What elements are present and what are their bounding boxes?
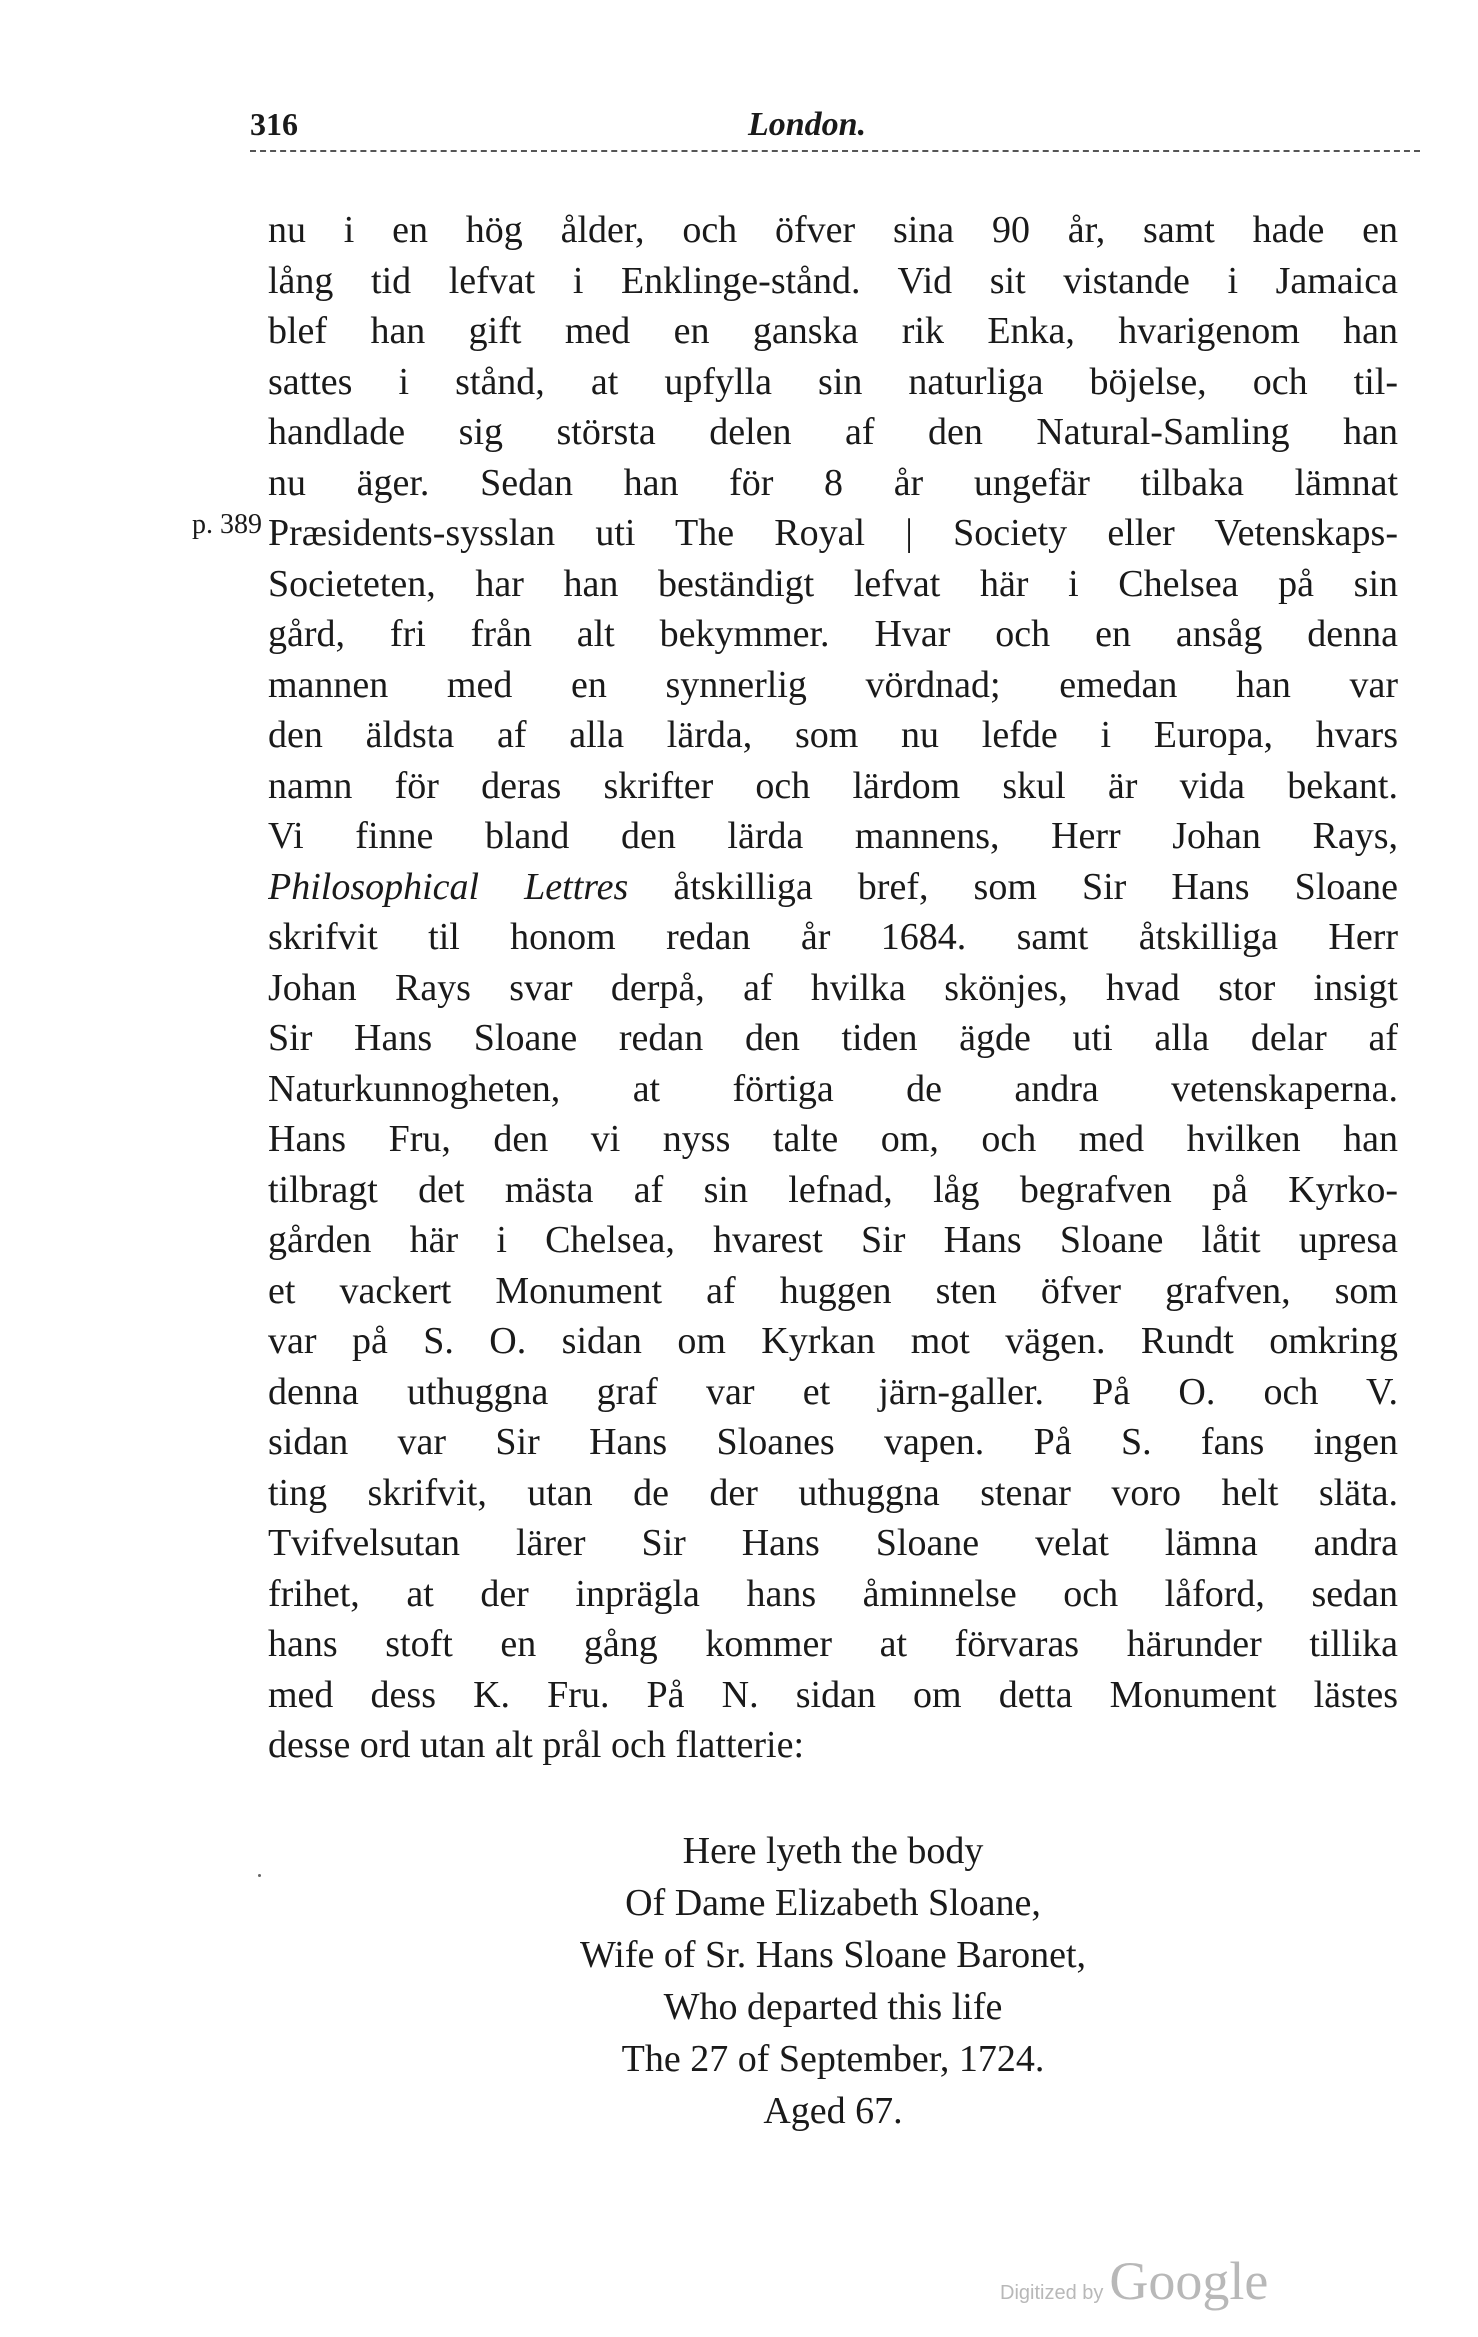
text-line: Naturkunnogheten, at förtiga de andra vetenskaperna. [268,1067,1398,1110]
inscription-line: Who departed this life [663,1986,1003,2028]
text-line: var på S. O. sidan om Kyrkan mot vägen. Rundt omkring [268,1320,1398,1362]
text-line: et vackert Monument af huggen sten öfver grafven, som [268,1269,1398,1312]
text-line: sidan var Sir Hans Sloanes vapen. På S. fans ingen [268,1421,1398,1463]
google-logo: Google [1109,2251,1269,2311]
text-line: frihet, at der inprägla hans åminnelse och låford, sedan [268,1572,1398,1615]
text-line: ting skrifvit, utan de der uthuggna stenar voro helt släta. [268,1471,1398,1514]
digitized-by-google-watermark [1000,2250,1268,2312]
inscription-line: Aged 67. [763,2090,903,2132]
text-line-rest: åtskilliga bref, som Sir Hans Sloane [628,865,1398,908]
text-line-italic-title [268,862,1398,913]
text-line: den äldsta af alla lärda, som nu lefde i Europa, hvars [268,714,1398,756]
book-title: Philosophical Lettres [268,865,629,908]
watermark-prefix: Digitized by [1000,2282,1104,2304]
running-head [0,106,1478,146]
page-number: 316 [250,106,298,142]
inscription-line: Wife of Sr. Hans Sloane Baronet, [579,1934,1087,1976]
text-line: namn för deras skrifter och lärdom skul är vida bekant. [268,764,1398,807]
text-line: tilbragt det mästa af sin lefnad, låg begrafven på Kyrko- [268,1168,1398,1211]
inscription-line: The 27 of September, 1724. [621,2038,1045,2080]
body-text [268,205,1398,1771]
text-line: sattes i stånd, at upfylla sin naturliga böjelse, och til- [268,360,1398,403]
header-rule [250,150,1420,152]
text-line: lång tid lefvat i Enklinge-stånd. Vid sit vistande i Jamaica [268,259,1398,302]
text-line: hans stoft en gång kommer at förvaras härunder tillika [268,1623,1398,1665]
text-line: nu äger. Sedan han för 8 år ungefär tilbaka lämnat [268,461,1398,504]
text-line: Johan Rays svar derpå, af hvilka skönjes, hvad stor insigt [268,966,1398,1009]
text-line: gård, fri från alt bekymmer. Hvar och en ansåg denna [268,613,1398,655]
text-line: Præsidents-sysslan uti The Royal | Society eller Vetenskaps- [268,512,1398,554]
text-line: mannen med en synnerlig vördnad; emedan han var [268,663,1398,706]
text-line: skrifvit til honom redan år 1684. samt åtskilliga Herr [268,916,1398,958]
margin-page-reference: p. 389 [192,509,262,540]
text-line: denna uthuggna graf var et järn-galler. På O. och V. [268,1370,1398,1413]
inscription-line: Of Dame Elizabeth Sloane, [625,1882,1041,1924]
text-line: Sir Hans Sloane redan den tiden ägde uti alla delar af [268,1017,1398,1059]
inscription-line: Here lyeth the body [682,1830,984,1872]
text-line: handlade sig största delen af den Natural-Samling han [268,411,1398,453]
running-title: London. [748,106,867,143]
text-line: nu i en hög ålder, och öfver sina 90 år, samt hade en [268,209,1398,251]
text-line: desse ord utan alt prål och flatterie: [268,1724,805,1766]
text-line: Societeten, har han beständigt lefvat här i Chelsea på sin [268,562,1398,605]
text-line: med dess K. Fru. På N. sidan om detta Monument lästes [268,1673,1398,1716]
text-line: Hans Fru, den vi nyss talte om, och med hvilken han [268,1118,1398,1160]
print-speck [258,1874,261,1877]
text-line: blef han gift med en ganska rik Enka, hvarigenom han [268,310,1398,352]
text-line: gården här i Chelsea, hvarest Sir Hans Sloane låtit upresa [268,1219,1398,1261]
text-line: Vi finne bland den lärda mannens, Herr Johan Rays, [268,815,1398,857]
text-line: Tvifvelsutan lärer Sir Hans Sloane velat lämna andra [268,1522,1398,1564]
epitaph-inscription [268,1825,1398,2137]
